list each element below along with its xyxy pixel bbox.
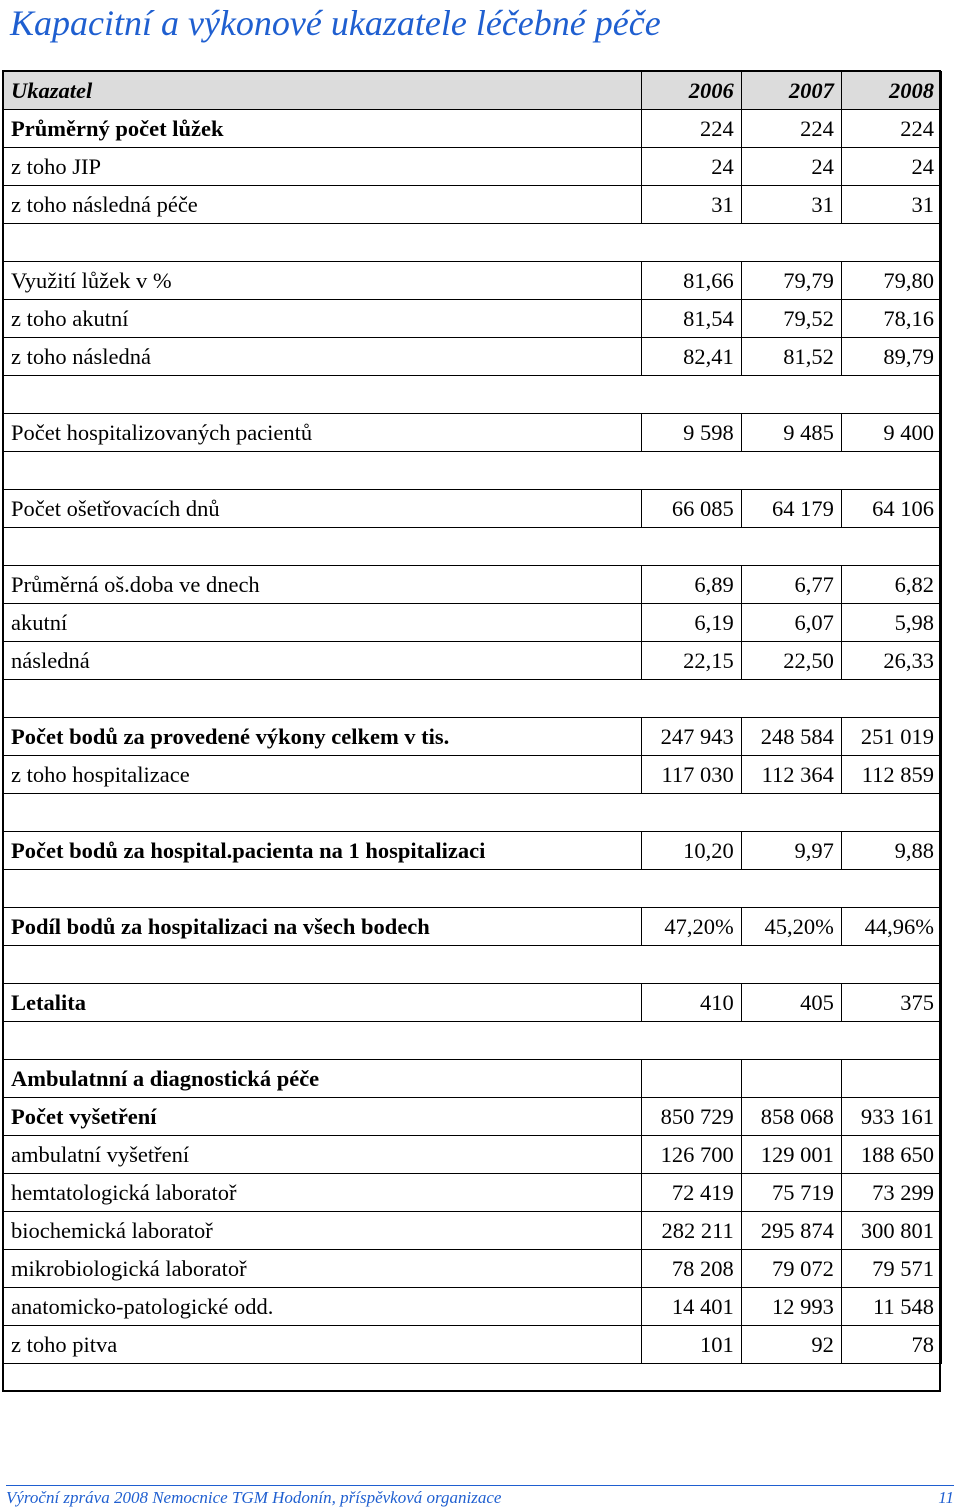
row-value-2008: 375 [841, 984, 941, 1022]
row-value-2007: 858 068 [741, 1098, 841, 1136]
row-value-2006: 66 085 [641, 490, 741, 528]
row-value-2006: 247 943 [641, 718, 741, 756]
row-value-2007: 92 [741, 1326, 841, 1364]
row-value-2006 [641, 870, 741, 908]
row-value-2008: 78 [841, 1326, 941, 1364]
row-label: Počet hospitalizovaných pacientů [4, 414, 642, 452]
row-value-2007 [741, 870, 841, 908]
row-label: z toho následná [4, 338, 642, 376]
row-value-2008: 112 859 [841, 756, 941, 794]
row-value-2007: 22,50 [741, 642, 841, 680]
row-value-2006: 117 030 [641, 756, 741, 794]
row-value-2008: 79 571 [841, 1250, 941, 1288]
table-row [4, 1098, 942, 1136]
table-spacer-row [4, 870, 942, 908]
table-row [4, 1288, 942, 1326]
table-row [4, 186, 942, 224]
table-row [4, 1136, 942, 1174]
row-value-2008: 24 [841, 148, 941, 186]
row-label [4, 224, 642, 262]
table-row [4, 984, 942, 1022]
row-value-2006: 101 [641, 1326, 741, 1364]
row-label [4, 946, 642, 984]
row-value-2008 [841, 946, 941, 984]
table-row [4, 642, 942, 680]
row-value-2006: 410 [641, 984, 741, 1022]
row-value-2007 [741, 1060, 841, 1098]
table-spacer-row [4, 376, 942, 414]
row-value-2008 [841, 870, 941, 908]
row-value-2007: 75 719 [741, 1174, 841, 1212]
table-spacer-row [4, 528, 942, 566]
row-label [4, 376, 642, 414]
row-value-2006: 81,66 [641, 262, 741, 300]
table-row [4, 300, 942, 338]
row-value-2008: 64 106 [841, 490, 941, 528]
row-value-2006: 24 [641, 148, 741, 186]
row-label: Počet bodů za provedené výkony celkem v tis. [4, 718, 642, 756]
table-header-row [4, 72, 942, 110]
row-value-2006: 81,54 [641, 300, 741, 338]
row-value-2007 [741, 794, 841, 832]
table-spacer-row [4, 1022, 942, 1060]
row-value-2006: 6,89 [641, 566, 741, 604]
row-value-2008 [841, 680, 941, 718]
row-value-2007: 6,07 [741, 604, 841, 642]
row-value-2008: 224 [841, 110, 941, 148]
table-row [4, 1212, 942, 1250]
row-value-2006: 9 598 [641, 414, 741, 452]
row-value-2007 [741, 224, 841, 262]
table-row [4, 718, 942, 756]
row-label [4, 452, 642, 490]
row-label: Podíl bodů za hospitalizaci na všech bodech [4, 908, 642, 946]
row-value-2007: 295 874 [741, 1212, 841, 1250]
row-label: z toho pitva [4, 1326, 642, 1364]
row-value-2008: 300 801 [841, 1212, 941, 1250]
table-spacer-row [4, 680, 942, 718]
row-value-2008: 5,98 [841, 604, 941, 642]
row-value-2007: 12 993 [741, 1288, 841, 1326]
page-number: 11 [938, 1488, 954, 1507]
row-value-2008 [841, 376, 941, 414]
footer-divider [6, 1485, 954, 1486]
row-value-2007: 9 485 [741, 414, 841, 452]
row-value-2006: 282 211 [641, 1212, 741, 1250]
table-row [4, 262, 942, 300]
row-value-2007 [741, 680, 841, 718]
row-value-2007 [741, 946, 841, 984]
row-value-2006: 10,20 [641, 832, 741, 870]
row-value-2008: 188 650 [841, 1136, 941, 1174]
row-label: z toho akutní [4, 300, 642, 338]
table-spacer-row [4, 794, 942, 832]
table-row [4, 566, 942, 604]
row-value-2007: 45,20% [741, 908, 841, 946]
row-label: Počet vyšetření [4, 1098, 642, 1136]
table-row [4, 756, 942, 794]
row-value-2006 [641, 528, 741, 566]
table-row [4, 148, 942, 186]
row-label: biochemická laboratoř [4, 1212, 642, 1250]
row-value-2006: 78 208 [641, 1250, 741, 1288]
row-value-2006 [641, 376, 741, 414]
row-value-2007: 79,79 [741, 262, 841, 300]
row-value-2006 [641, 1022, 741, 1060]
row-value-2006 [641, 1060, 741, 1098]
indicators-table [3, 71, 942, 1364]
row-value-2006 [641, 452, 741, 490]
table-spacer-row [4, 224, 942, 262]
footer-text: Výroční zpráva 2008 Nemocnice TGM Hodonín, příspěvková organizace [6, 1488, 502, 1507]
row-label [4, 870, 642, 908]
row-value-2007: 112 364 [741, 756, 841, 794]
table-row [4, 1326, 942, 1364]
row-value-2008: 89,79 [841, 338, 941, 376]
row-value-2006 [641, 680, 741, 718]
row-label: Využití lůžek v % [4, 262, 642, 300]
row-value-2007: 31 [741, 186, 841, 224]
row-label [4, 794, 642, 832]
row-value-2008 [841, 452, 941, 490]
table-row [4, 414, 942, 452]
header-year-2007: 2007 [741, 72, 841, 110]
table-spacer-row [4, 452, 942, 490]
row-label: Průměrná oš.doba ve dnech [4, 566, 642, 604]
row-value-2007: 9,97 [741, 832, 841, 870]
row-value-2007: 129 001 [741, 1136, 841, 1174]
row-value-2006 [641, 224, 741, 262]
row-value-2006: 126 700 [641, 1136, 741, 1174]
row-label: Počet ošetřovacích dnů [4, 490, 642, 528]
row-value-2006: 72 419 [641, 1174, 741, 1212]
row-value-2007: 24 [741, 148, 841, 186]
row-value-2008 [841, 224, 941, 262]
row-label: Průměrný počet lůžek [4, 110, 642, 148]
row-value-2008 [841, 528, 941, 566]
row-label: z toho hospitalizace [4, 756, 642, 794]
row-value-2006: 224 [641, 110, 741, 148]
table-row [4, 908, 942, 946]
row-value-2008 [841, 1060, 941, 1098]
row-label: hemtatologická laboratoř [4, 1174, 642, 1212]
row-value-2008: 11 548 [841, 1288, 941, 1326]
row-value-2008: 9 400 [841, 414, 941, 452]
page-title: Kapacitní a výkonové ukazatele léčebné péče [10, 3, 661, 43]
row-value-2006 [641, 946, 741, 984]
row-value-2007: 6,77 [741, 566, 841, 604]
row-value-2008: 26,33 [841, 642, 941, 680]
table-spacer-row [4, 946, 942, 984]
row-value-2008: 78,16 [841, 300, 941, 338]
row-label [4, 528, 642, 566]
row-label: ambulatní vyšetření [4, 1136, 642, 1174]
table-row [4, 1250, 942, 1288]
header-year-2008: 2008 [841, 72, 941, 110]
table-row [4, 1060, 942, 1098]
row-value-2006: 47,20% [641, 908, 741, 946]
row-value-2007 [741, 1022, 841, 1060]
row-value-2006: 22,15 [641, 642, 741, 680]
row-value-2008: 933 161 [841, 1098, 941, 1136]
row-label [4, 680, 642, 718]
row-value-2007 [741, 452, 841, 490]
row-label: mikrobiologická laboratoř [4, 1250, 642, 1288]
row-label [4, 1022, 642, 1060]
row-label: Ambulatnní a diagnostická péče [4, 1060, 642, 1098]
row-value-2008: 73 299 [841, 1174, 941, 1212]
row-label: akutní [4, 604, 642, 642]
row-value-2008: 44,96% [841, 908, 941, 946]
row-label: Počet bodů za hospital.pacienta na 1 hospitalizaci [4, 832, 642, 870]
table-row [4, 110, 942, 148]
row-value-2008 [841, 794, 941, 832]
row-value-2008: 251 019 [841, 718, 941, 756]
row-value-2006 [641, 794, 741, 832]
row-value-2008: 79,80 [841, 262, 941, 300]
row-value-2006: 6,19 [641, 604, 741, 642]
row-value-2007: 79,52 [741, 300, 841, 338]
row-value-2007: 405 [741, 984, 841, 1022]
row-label: z toho následná péče [4, 186, 642, 224]
table-row [4, 338, 942, 376]
row-value-2007 [741, 528, 841, 566]
row-value-2008: 9,88 [841, 832, 941, 870]
row-value-2006: 14 401 [641, 1288, 741, 1326]
row-label: anatomicko-patologické odd. [4, 1288, 642, 1326]
table-row [4, 832, 942, 870]
row-value-2008 [841, 1022, 941, 1060]
row-value-2007: 224 [741, 110, 841, 148]
row-label: Letalita [4, 984, 642, 1022]
row-value-2007: 248 584 [741, 718, 841, 756]
row-label: z toho JIP [4, 148, 642, 186]
row-value-2006: 82,41 [641, 338, 741, 376]
row-value-2007: 81,52 [741, 338, 841, 376]
header-year-2006: 2006 [641, 72, 741, 110]
table-row [4, 1174, 942, 1212]
table-row [4, 604, 942, 642]
table-row [4, 490, 942, 528]
row-value-2006: 850 729 [641, 1098, 741, 1136]
header-label: Ukazatel [4, 72, 642, 110]
row-value-2007: 64 179 [741, 490, 841, 528]
row-value-2008: 6,82 [841, 566, 941, 604]
row-label: následná [4, 642, 642, 680]
row-value-2008: 31 [841, 186, 941, 224]
row-value-2007: 79 072 [741, 1250, 841, 1288]
row-value-2006: 31 [641, 186, 741, 224]
row-value-2007 [741, 376, 841, 414]
